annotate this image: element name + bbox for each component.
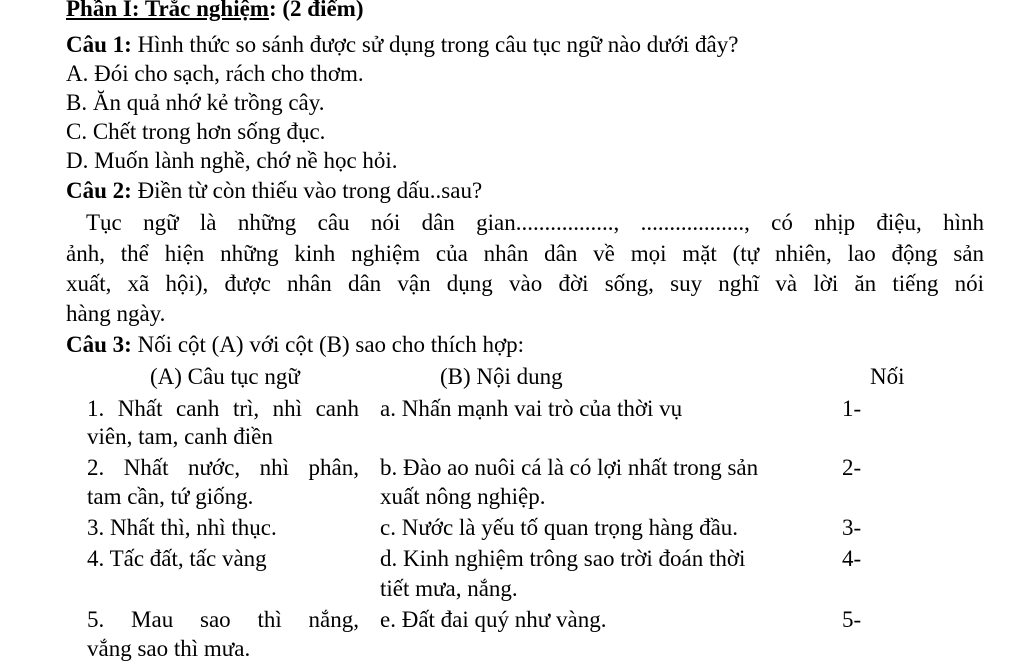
row1-a-line1: 1. Nhất canh trì, nhì canh: [87, 396, 359, 421]
row4-b-line2: tiết mưa, nắng.: [380, 576, 518, 601]
q1-label: Câu 1:: [66, 32, 132, 57]
q3-label: Câu 3:: [66, 332, 132, 357]
row3-a-line1: 3. Nhất thì, nhì thục.: [87, 515, 277, 540]
section-points: : (2 điểm): [268, 0, 364, 21]
q2-text: Điền từ còn thiếu vào trong dấu..sau?: [131, 178, 483, 203]
row2-match: 2-: [842, 455, 862, 480]
row5-a-line2: vắng sao thì mưa.: [87, 636, 251, 661]
row2-b-line1: b. Đào ao nuôi cá là có lợi nhất trong sản: [380, 455, 759, 480]
column-a-header: (A) Câu tục ngữ: [150, 364, 300, 389]
row2-a-line2: tam cần, tứ giống.: [87, 484, 254, 509]
row1-b-line1: a. Nhấn mạnh vai trò của thời vụ: [380, 396, 683, 421]
q1-option-a: A. Đói cho sạch, rách cho thơm.: [66, 61, 364, 86]
column-c-header: Nối: [870, 364, 905, 389]
q2-para-line-3: xuất, xã hội), được nhân dân vận dụng vào đời sống, suy nghĩ và lời ăn tiếng nói: [66, 271, 984, 296]
row3-match: 3-: [842, 515, 862, 540]
row4-b-line1: d. Kinh nghiệm trông sao trời đoán thời: [380, 546, 746, 571]
row1-match: 1-: [842, 396, 862, 421]
row4-match: 4-: [842, 546, 862, 571]
q3-text: Nối cột (A) với cột (B) sao cho thích hợp:: [131, 332, 525, 357]
row4-a-line1: 4. Tấc đất, tấc vàng: [87, 546, 267, 571]
row3-b-line1: c. Nước là yếu tố quan trọng hàng đầu.: [380, 515, 739, 540]
q2-para-line-4: hàng ngày.: [66, 301, 166, 326]
q1-prompt: [66, 30, 738, 60]
q1-option-c: C. Chết trong hơn sống đục.: [66, 119, 326, 144]
q2-para-line-2: ảnh, thể hiện những kinh nghiệm của nhân dân về mọi mặt (tự nhiên, lao động sản: [66, 241, 984, 266]
row5-a-line1: 5. Mau sao thì nắng,: [87, 607, 359, 632]
row2-b-line2: xuất nông nghiệp.: [380, 484, 546, 509]
q2-para-line-1: Tục ngữ là những câu nói dân gian................., .................., có nhịp điệu, hình: [86, 210, 984, 235]
row1-a-line2: viên, tam, canh điền: [87, 424, 273, 449]
q1-option-b: B. Ăn quả nhớ kẻ trồng cây.: [66, 90, 325, 115]
section-title: Phần I: Trắc nghiệm: [66, 0, 269, 21]
column-b-header: (B) Nội dung: [440, 364, 563, 389]
q2-prompt: [66, 176, 482, 206]
q1-option-d: D. Muốn lành nghề, chớ nề học hỏi.: [66, 148, 398, 173]
q1-text: Hình thức so sánh được sử dụng trong câu tục ngữ nào dưới đây?: [131, 32, 739, 57]
row5-b-line1: e. Đất đai quý như vàng.: [380, 607, 607, 632]
section-heading: [66, 0, 364, 24]
q3-prompt: [66, 330, 524, 360]
q2-label: Câu 2:: [66, 178, 132, 203]
row2-a-line1: 2. Nhất nước, nhì phân,: [87, 455, 359, 480]
row5-match: 5-: [842, 607, 862, 632]
